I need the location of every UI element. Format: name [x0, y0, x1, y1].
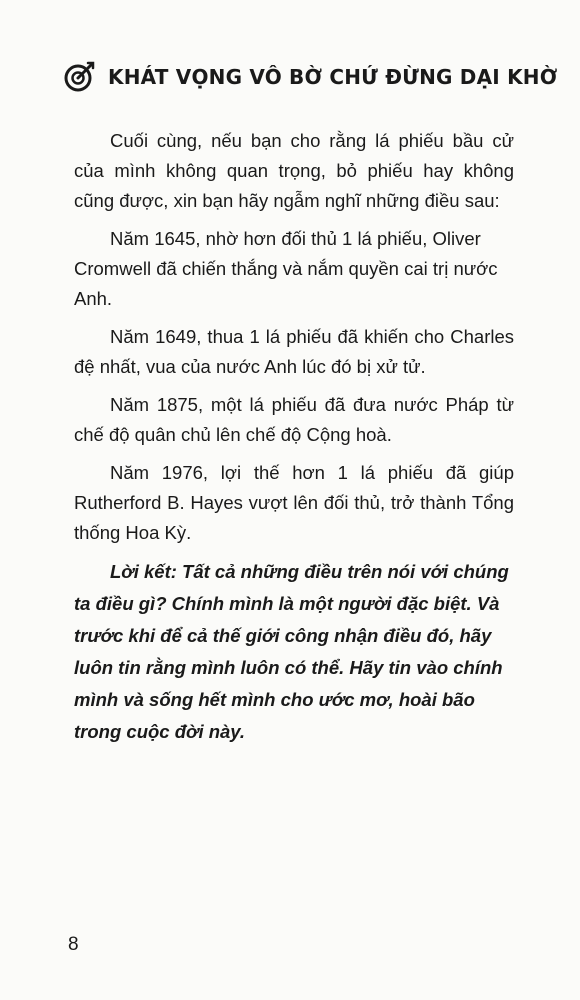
page-body — [74, 126, 514, 748]
chapter-title: KHÁT VỌNG VÔ BỜ CHỨ ĐỪNG DẠI KHỜ — [108, 65, 558, 89]
page-number: 8 — [68, 934, 79, 955]
paragraph-1649: Năm 1649, thua 1 lá phiếu đã khiến cho Charles đệ nhất, vua của nước Anh lúc đó bị xử tử. — [74, 326, 514, 377]
chapter-header — [62, 60, 557, 94]
target-icon — [62, 60, 96, 94]
paragraph-intro: Cuối cùng, nếu bạn cho rằng lá phiếu bầu cử của mình không quan trọng, bỏ phiếu hay không cũng được, xin bạn hãy ngẫm nghĩ những điều sau: — [74, 130, 514, 211]
paragraph-1875: Năm 1875, một lá phiếu đã đưa nước Pháp từ chế độ quân chủ lên chế độ Cộng hoà. — [74, 394, 514, 445]
paragraph-1645: Năm 1645, nhờ hơn đối thủ 1 lá phiếu, Oliver Cromwell đã chiến thắng và nắm quyền cai trị nước Anh. — [74, 228, 498, 309]
paragraph-1976: Năm 1976, lợi thế hơn 1 lá phiếu đã giúp Rutherford B. Hayes vượt lên đối thủ, trở thành Tổng thống Hoa Kỳ. — [74, 462, 514, 543]
conclusion-paragraph: Lời kết: Tất cả những điều trên nói với chúng ta điều gì? Chính mình là một người đặc biệt. Và trước khi để cả thế giới công nhận điều đó, hãy luôn tin rằng mình luôn có thể. Hãy tin vào chính mình và sống hết mình cho ước mơ, hoài bão trong cuộc đời này. — [74, 561, 509, 742]
